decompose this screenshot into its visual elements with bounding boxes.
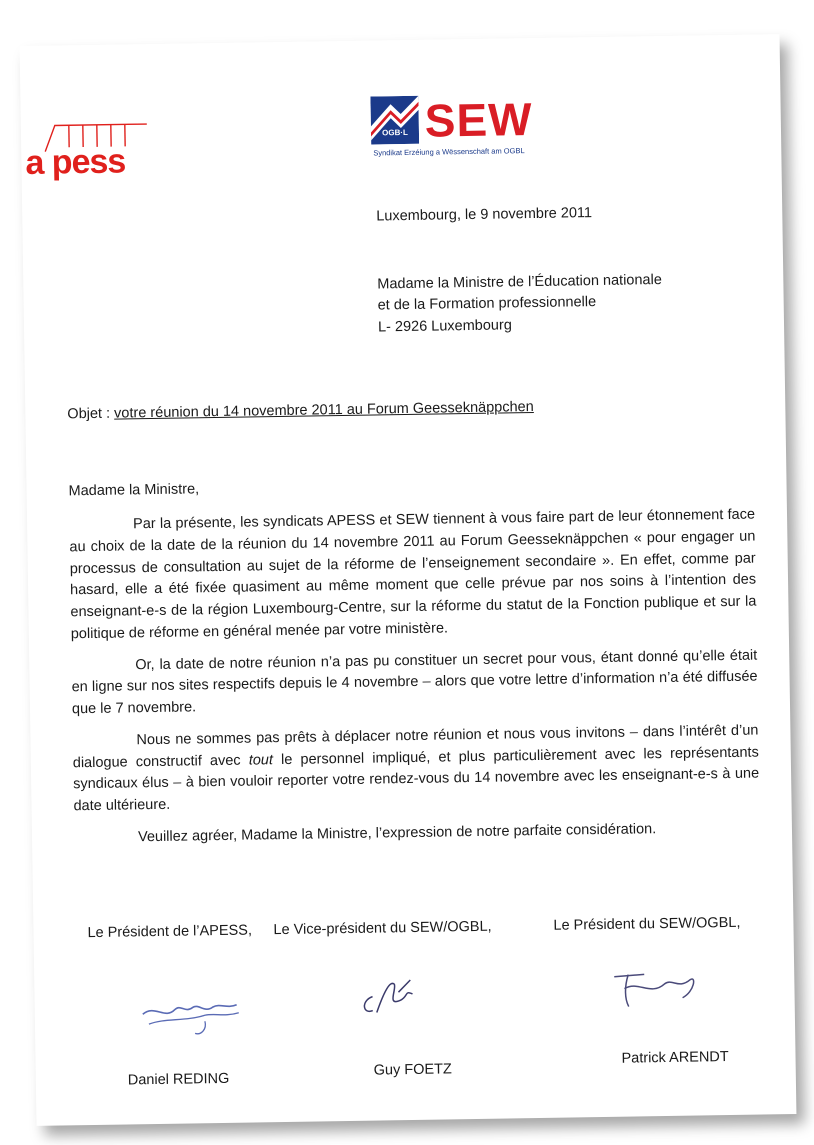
paragraph-3-part-b: le personnel impliqué, et plus particulièrement avec les représentants syndicaux élus – à bien vouloir reporter votre rendez-vous du 14 novembre avec les enseignant-e-s à une date ultérieure. <box>73 744 760 815</box>
sew-logo-subtitle: Syndikat Erzéiung a Wëssenschaft am OGBL <box>373 146 525 158</box>
letter-date: Luxembourg, le 9 novembre 2011 <box>376 205 593 225</box>
body-paragraph-1: Par la présente, les syndicats APESS et SEW tiennent à vous faire part de leur étonnement face au choix de la date de la réunion du 14 novembre 2011 au Forum Geesseknäppchen « pour engager un processus de consultation au sujet de la réforme de l’enseignement secondaire ». En effet, comme par hasard, elle a été fixée quasiment au même moment que celle prévue par nos soins à l’intention des enseignant-e-s de la région Luxembourg-Centre, sur la réforme du statut de la Fonction publique et sur la politique de réforme en général menée par votre ministère. <box>69 506 757 643</box>
sew-logo-text: SEW <box>424 92 533 147</box>
subject-prefix: Objet : <box>67 405 111 423</box>
sew-logo <box>370 87 581 160</box>
apess-logo-text: a pess <box>25 142 126 182</box>
letter-page <box>20 34 797 1126</box>
signature-foetz-image <box>354 970 435 1031</box>
body-paragraph-3 <box>72 720 759 818</box>
body-paragraph-2: Or, la date de notre réunion n’a pas pu constituer un secret pour vous, étant donné qu’elle était en ligne sur nos sites respectifs depuis le 4 novembre – alors que votre lettre d’information n’a été diffusée que le 7 novembre. <box>71 647 758 718</box>
signatory-name-arendt: Patrick ARENDT <box>621 1049 729 1067</box>
salutation: Madame la Ministre, <box>68 481 200 500</box>
letter-subject <box>67 399 534 424</box>
signatory-name-reding: Daniel REDING <box>127 1070 230 1089</box>
recipient-line: et de la Formation professionnelle <box>377 294 597 314</box>
signature-reding-image <box>134 983 245 1045</box>
paragraph-3-part-a: Nous ne sommes pas prêts à déplacer notre réunion et nous vous invitons – dans l’intérêt d’un dialogue constructif avec <box>72 722 759 771</box>
recipient-address <box>377 272 662 337</box>
signatory-title-sew: Le Président du SEW/OGBL, <box>553 914 741 934</box>
closing-formula: Veuillez agréer, Madame la Ministre, l’expression de notre parfaite considération. <box>137 820 657 846</box>
apess-logo <box>20 102 161 194</box>
letter-body <box>69 505 760 850</box>
subject-text: votre réunion du 14 novembre 2011 au Forum Geesseknäppchen <box>113 399 534 422</box>
recipient-line: Madame la Ministre de l’Éducation nationale <box>377 271 662 293</box>
signature-arendt-image <box>594 955 705 1017</box>
ogbl-label: OGB·L <box>382 127 408 138</box>
recipient-line: L- 2926 Luxembourg <box>377 317 512 336</box>
signatory-title-sew-vice: Le Vice-président du SEW/OGBL, <box>273 918 492 939</box>
signatory-name-foetz: Guy FOETZ <box>373 1061 452 1079</box>
paragraph-3-emphasis: tout <box>248 751 274 769</box>
signatory-title-apess: Le Président de l’APESS, <box>87 922 253 942</box>
